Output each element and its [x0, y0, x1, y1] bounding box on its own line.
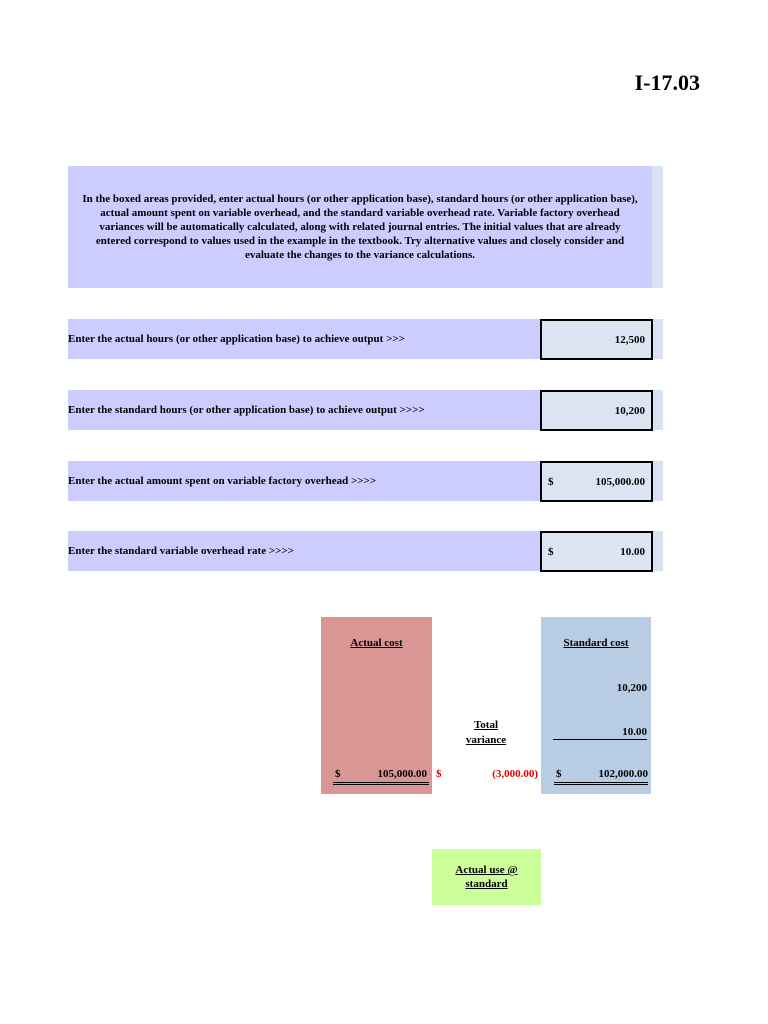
standard-hours-input[interactable] [540, 390, 653, 431]
standard-hours-value: 10,200 [614, 404, 645, 417]
actual-hours-label: Enter the actual hours (or other application base) to achieve output >>> [68, 319, 540, 359]
actual-hours-input[interactable] [540, 319, 653, 360]
total-variance-value: (3,000.00) [492, 768, 538, 780]
currency-sign: $ [548, 475, 554, 488]
std-rate-value: 10.00 [553, 726, 647, 740]
standard-cost-label: Standard cost [563, 637, 629, 649]
instructions-box: In the boxed areas provided, enter actual hours (or other application base), standard hours (or other application base), actual amount spent on variable overhead, and the standard variable overhead rate. Variable factory overhead variances will be automatically calculated, along with related journal entries. The initial values that are already entered correspond to values used in the example in the textbook. Try alternative values and closely consider and evaluate the changes to the variance calculations. [68, 166, 652, 288]
standard-hours-label: Enter the standard hours (or other application base) to achieve output >>>> [68, 390, 540, 430]
page-title: I-17.03 [634, 70, 700, 95]
std-total-cell [554, 768, 648, 785]
actual-total-value: 105,000.00 [377, 768, 427, 780]
total-variance-label-line2: variance [465, 734, 507, 746]
std-hours-value: 10,200 [616, 682, 647, 694]
instructions-edge [652, 166, 663, 288]
currency-sign: $ [335, 768, 341, 780]
standard-rate-label: Enter the standard variable overhead rate >>>> [68, 531, 540, 571]
currency-sign: $ [556, 768, 562, 780]
actual-cost-label: Actual cost [350, 637, 403, 649]
currency-sign: $ [548, 545, 554, 558]
actual-hours-value: 12,500 [614, 333, 645, 346]
actual-amount-input[interactable] [540, 461, 653, 502]
currency-sign: $ [436, 768, 442, 780]
row-edge [653, 390, 663, 430]
actual-amount-label: Enter the actual amount spent on variable factory overhead >>>> [68, 461, 540, 501]
standard-rate-value: 10.00 [620, 545, 645, 558]
actual-use-label-line2: standard [465, 878, 508, 890]
standard-rate-input[interactable] [540, 531, 653, 572]
actual-amount-value: 105,000.00 [595, 475, 645, 488]
row-edge [653, 319, 663, 359]
std-total-value: 102,000.00 [598, 768, 648, 780]
actual-total-cell [333, 768, 429, 785]
actual-use-at-standard-box [432, 849, 541, 905]
actual-use-label-line1: Actual use @ [455, 864, 518, 876]
row-edge [653, 461, 663, 501]
row-edge [653, 531, 663, 571]
total-variance-label-line1: Total [473, 719, 499, 731]
